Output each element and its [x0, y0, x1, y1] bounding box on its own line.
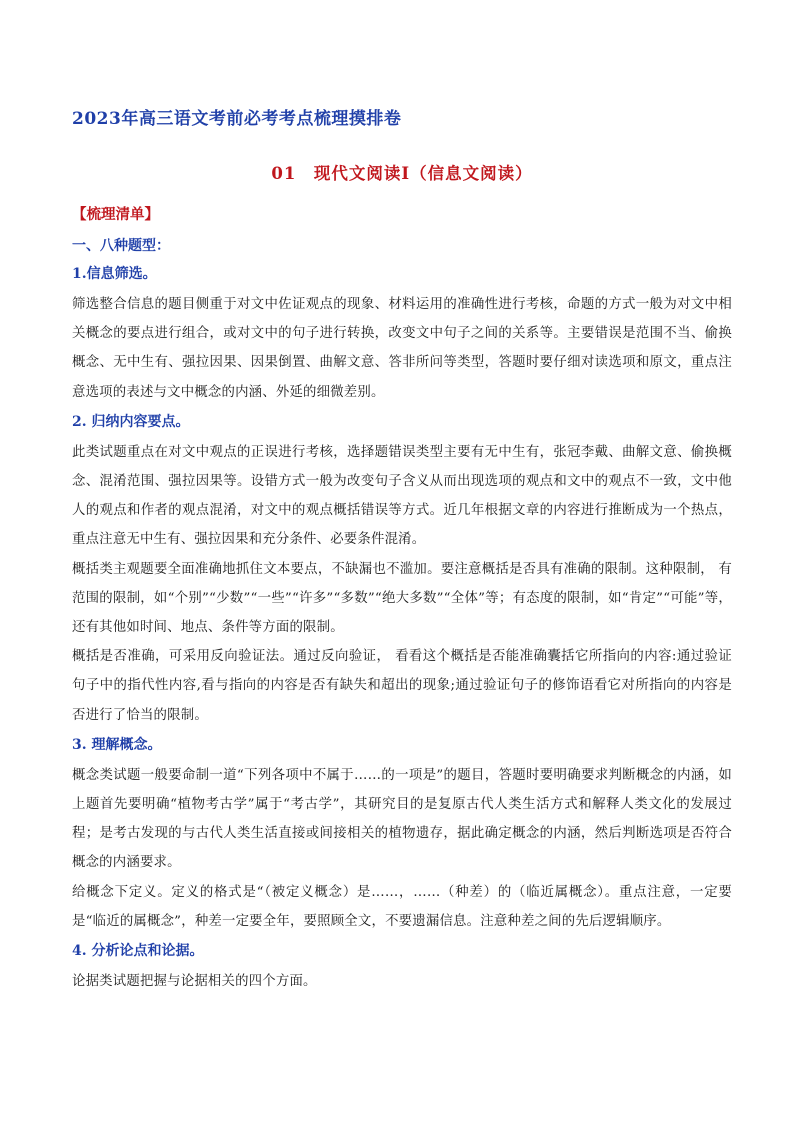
paragraph: 给概念下定义。定义的格式是“（被定义概念）是……，……（种差）的（临近属概念）。重点注意，一定要是“临近的属概念”，种差一定要全年，要照顾全文，不要遗漏信息。注意种差之间的先后逻辑顺序。	[72, 884, 732, 929]
section-tag: 【梳理清单】	[72, 206, 159, 223]
paragraph: 此类试题重点在对文中观点的正误进行考核，选择题错误类型主要有无中生有，张冠李戴、曲解文意、偷换概念、混淆范围、强拉因果等。设错方式一般为改变句子含义从而出现选项的观点和文中的观点不一致，文中他人的观点和作者的观点混淆，对文中的观点概括错误等方式。近几年根据文章的内容进行推断成为一个热点，重点注意无中生有、强拉因果和充分条件、必要条件混淆。	[72, 444, 732, 548]
item-understand-concepts	[72, 733, 732, 936]
document-content	[72, 203, 732, 996]
paragraph: 概括类主观题要全面准确地抓住文本要点，不缺漏也不滥加。要注意概括是否具有准确的限制。这种限制， 有范围的限制，如“个别”“少数”“一些”“许多”“多数”“绝大多数”“全体”等；有态度的限制，如“肯定”“可能”等，还有其他如时间、地点、条件等方面的限制。	[72, 561, 732, 636]
item-arguments-evidence	[72, 939, 732, 996]
item-info-screening	[72, 262, 732, 407]
section-heading: 一、八种题型：	[72, 238, 170, 254]
paragraph: 筛选整合信息的题目侧重于对文中佐证观点的现象、材料运用的准确性进行考核，命题的方式一般为对文中相关概念的要点进行组合，或对文中的句子进行转换，改变文中句子之间的关系等。主要错误是范围不当、偷换概念、无中生有、强拉因果、因果倒置、曲解文意、答非所问等类型，答题时要仔细对读选项和原文，重点注意选项的表述与文中概念的内涵、外延的细微差别。	[72, 297, 732, 400]
paragraph: 论据类试题把握与论据相关的四个方面。	[72, 974, 317, 990]
item-heading: 1.信息筛选。	[72, 266, 157, 282]
document-subtitle: 01 现代文阅读Ⅰ（信息文阅读）	[271, 164, 533, 183]
document-title: 2023年高三语文考前必考考点梳理摸排卷	[72, 109, 402, 129]
paragraph: 概括是否准确，可采用反向验证法。通过反向验证， 看看这个概括是否能准确囊括它所指向的内容:通过验证句子中的指代性内容,看与指向的内容是否有缺失和超出的现象;通过验证句子的修饰语看它对所指向的内容是否进行了恰当的限制。	[72, 649, 732, 723]
item-heading: 3. 理解概念。	[72, 736, 162, 753]
item-heading: 4. 分析论点和论据。	[72, 943, 204, 960]
paragraph: 概念类试题一般要命制一道“下列各项中不属于……的一项是”的题目，答题时要明确要求判断概念的内涵，如上题首先要明确“植物考古学”属于“考古学”，其研究目的是复原古代人类生活方式和解释人类文化的发展过程；是考古发现的与古代人类生活直接或间接相关的植物遗存，据此确定概念的内涵，然后判断选项是否符合概念的内涵要求。	[72, 767, 732, 871]
item-heading: 2. 归纳内容要点。	[72, 413, 190, 430]
item-summarize-points	[72, 410, 732, 730]
